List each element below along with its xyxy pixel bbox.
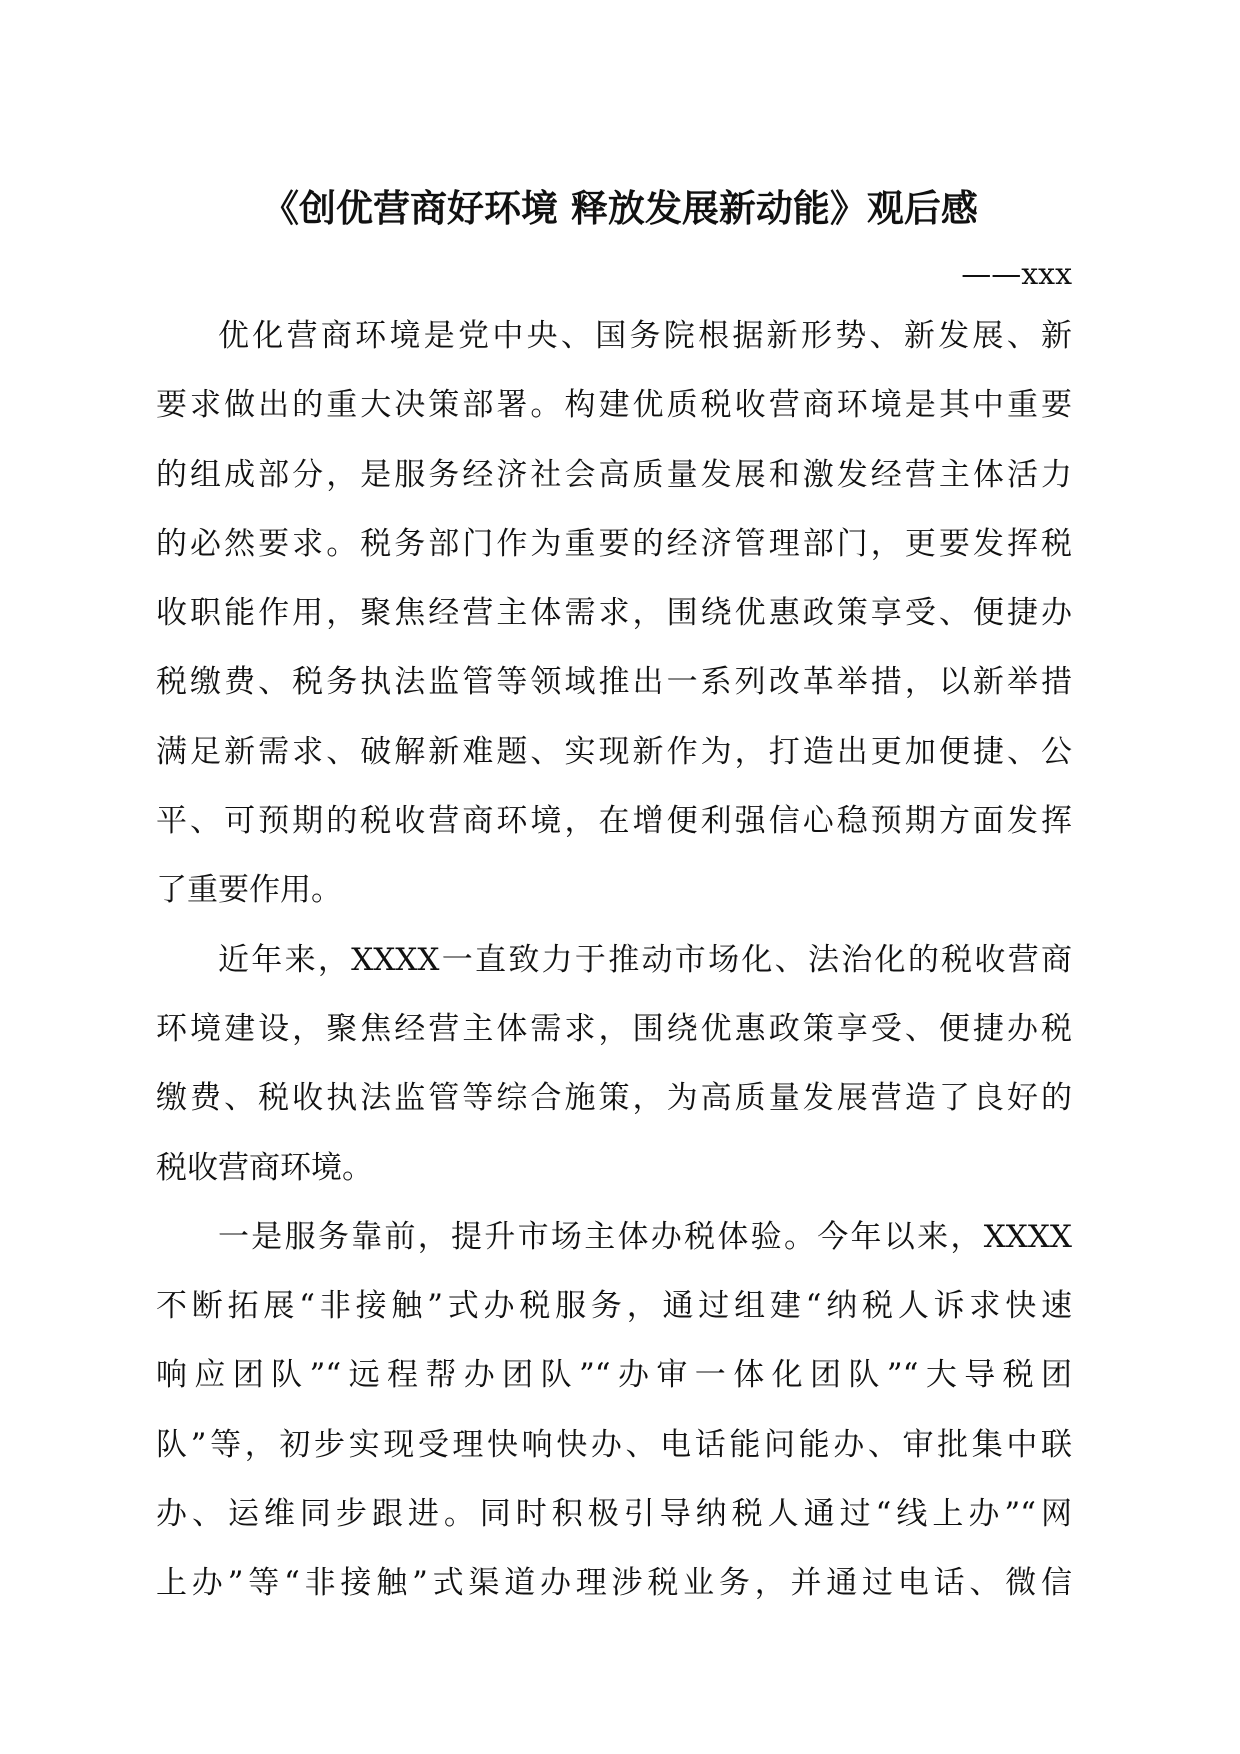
paragraph-line: 税缴费、税务执法监管等领域推出一系列改革举措，以新举措 [156, 664, 1072, 701]
paragraph-line: 满足新需求、破解新难题、实现新作为，打造出更加便捷、公 [156, 733, 1072, 770]
document-title: 《创优营商好环境 释放发展新动能》观后感 [262, 186, 978, 230]
paragraph-3 [156, 1203, 1072, 1619]
paragraph-line: 要求做出的重大决策部署。构建优质税收营商环境是其中重要 [156, 387, 1072, 424]
paragraph-line: 办、运维同步跟进。同时积极引导纳税人通过“线上办”“网 [156, 1496, 1072, 1533]
paragraph-line: 上办”等“非接触”式渠道办理涉税业务，并通过电话、微信 [156, 1565, 1072, 1602]
paragraph-line: 队”等，初步实现受理快响快办、电话能问能办、审批集中联 [156, 1426, 1072, 1463]
author-line: ——xxx [961, 257, 1072, 292]
document-body [156, 302, 1072, 1619]
paragraph-2 [156, 926, 1072, 1203]
paragraph-line: 税收营商环境。 [156, 1149, 373, 1186]
paragraph-line: 缴费、税收执法监管等综合施策，为高质量发展营造了良好的 [156, 1080, 1072, 1117]
paragraph-line: 的必然要求。税务部门作为重要的经济管理部门，更要发挥税 [156, 525, 1072, 562]
paragraph-1 [156, 302, 1072, 926]
paragraph-line: 收职能作用，聚焦经营主体需求，围绕优惠政策享受、便捷办 [156, 595, 1072, 632]
paragraph-line: 环境建设，聚焦经营主体需求，围绕优惠政策享受、便捷办税 [156, 1010, 1072, 1047]
paragraph-line: 近年来，XXXX一直致力于推动市场化、法治化的税收营商 [218, 941, 1072, 978]
paragraph-line: 响应团队”“远程帮办团队”“办审一体化团队”“大导税团 [156, 1357, 1072, 1394]
paragraph-line: 一是服务靠前，提升市场主体办税体验。今年以来，XXXX [218, 1218, 1072, 1255]
paragraph-line: 的组成部分，是服务经济社会高质量发展和激发经营主体活力 [156, 456, 1072, 493]
paragraph-line: 了重要作用。 [156, 872, 342, 909]
paragraph-line: 不断拓展“非接触”式办税服务，通过组建“纳税人诉求快速 [156, 1288, 1072, 1325]
paragraph-line: 优化营商环境是党中央、国务院根据新形势、新发展、新 [218, 318, 1072, 354]
paragraph-line: 平、可预期的税收营商环境，在增便利强信心稳预期方面发挥 [156, 803, 1072, 840]
